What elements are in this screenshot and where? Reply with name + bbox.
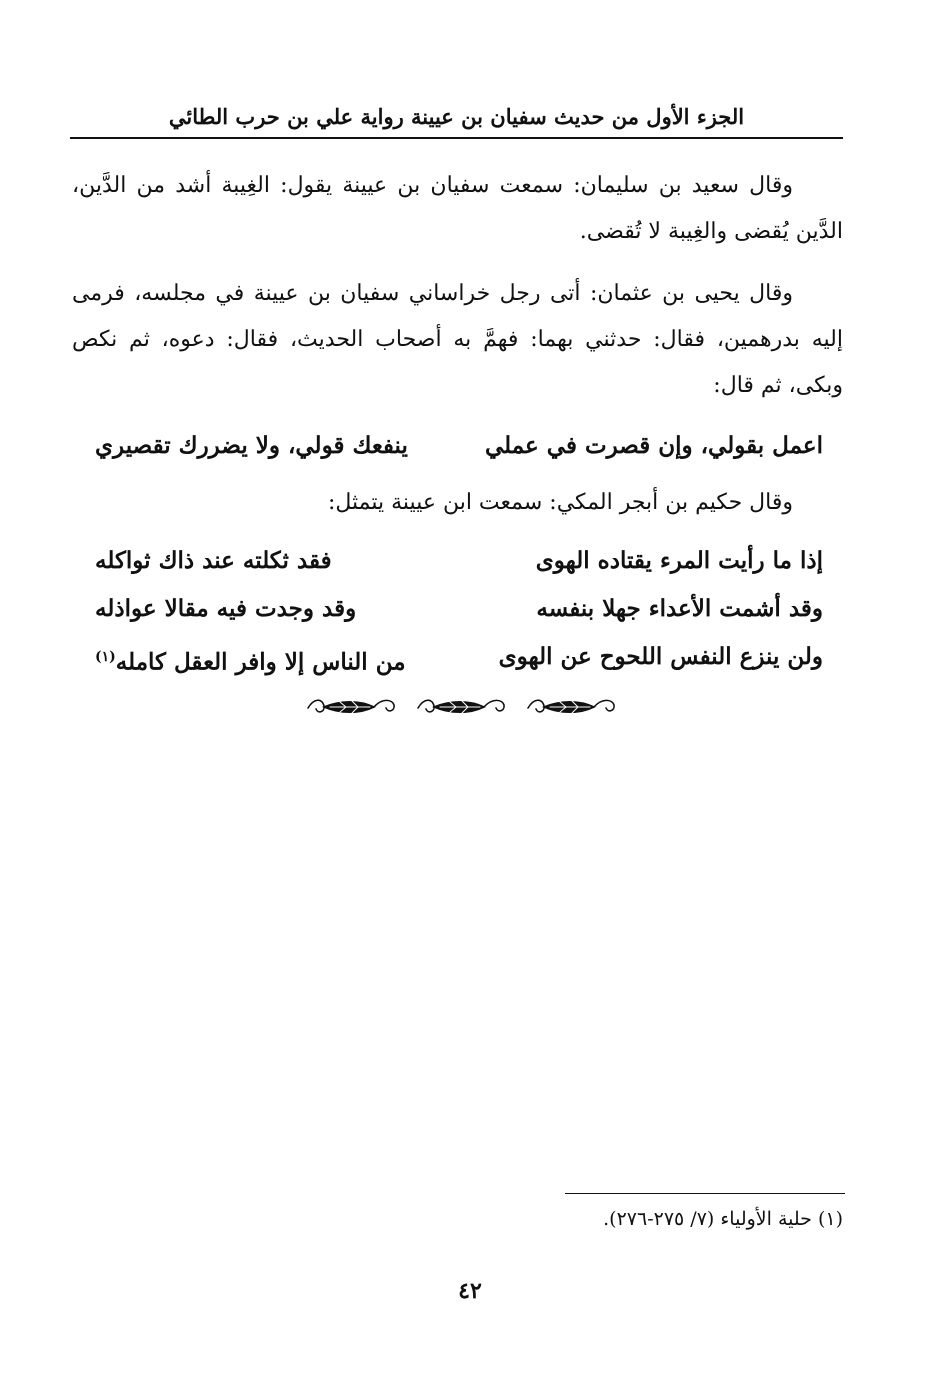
header-rule — [70, 137, 843, 139]
footnote-rule — [565, 1193, 845, 1194]
poem-first-hemistich: وقد أشمت الأعداء جهلا بنفسه — [536, 595, 823, 622]
footnote-marker[interactable]: (١) — [95, 649, 116, 665]
poem-second-hemistich: وقد وجدت فيه مقالا عواذله — [95, 595, 357, 622]
floral-divider-icon — [300, 690, 620, 724]
page-number: ٤٢ — [458, 1278, 482, 1304]
poem-line-1 — [95, 540, 823, 582]
paragraph-2 — [72, 271, 843, 409]
poem-line-3 — [95, 636, 823, 678]
poem-line-2 — [95, 588, 823, 630]
footnote: (١) حلية الأولياء (٧/ ٢٧٥-٢٧٦). — [603, 1208, 843, 1230]
poem-second-hemistich: فقد ثكلته عند ذاك ثواكله — [95, 547, 332, 574]
running-header: الجزء الأول من حديث سفيان بن عيينة رواية علي بن حرب الطائي — [168, 104, 745, 129]
verse-second-hemistich: ينفعك قولي، ولا يضررك تقصيري — [95, 432, 408, 459]
poem-second-hemistich — [95, 636, 406, 684]
poem-first-hemistich: ولن ينزع النفس اللحوح عن الهوى — [498, 643, 823, 670]
poem-first-hemistich: إذا ما رأيت المرء يقتاده الهوى — [535, 547, 823, 574]
poem-second-hemistich-text: من الناس إلا وافر العقل كامله — [115, 648, 406, 676]
paragraph-3-text: وقال حكيم بن أبجر المكي: سمعت ابن عيينة يتمثل: — [327, 490, 793, 515]
paragraph-1 — [72, 163, 843, 255]
paragraph-2-text: وقال يحيى بن عثمان: أتى رجل خراساني سفيان بن عيينة في مجلسه، فرمى إليه بدرهمين، فقال: حدثني بهما: فهمَّ به أصحاب الحديث، فقال: دعوه، ثم نكص وبكى، ثم قال: — [72, 281, 843, 398]
verse-line-1 — [95, 425, 823, 467]
paragraph-1-text: وقال سعيد بن سليمان: سمعت سفيان بن عيينة يقول: الغِيبة أشد من الدَّين، الدَّين يُقضى والغِيبة لا تُقضى. — [72, 173, 843, 244]
paragraph-3 — [72, 480, 843, 526]
verse-first-hemistich: اعمل بقولي، وإن قصرت في عملي — [484, 432, 823, 459]
